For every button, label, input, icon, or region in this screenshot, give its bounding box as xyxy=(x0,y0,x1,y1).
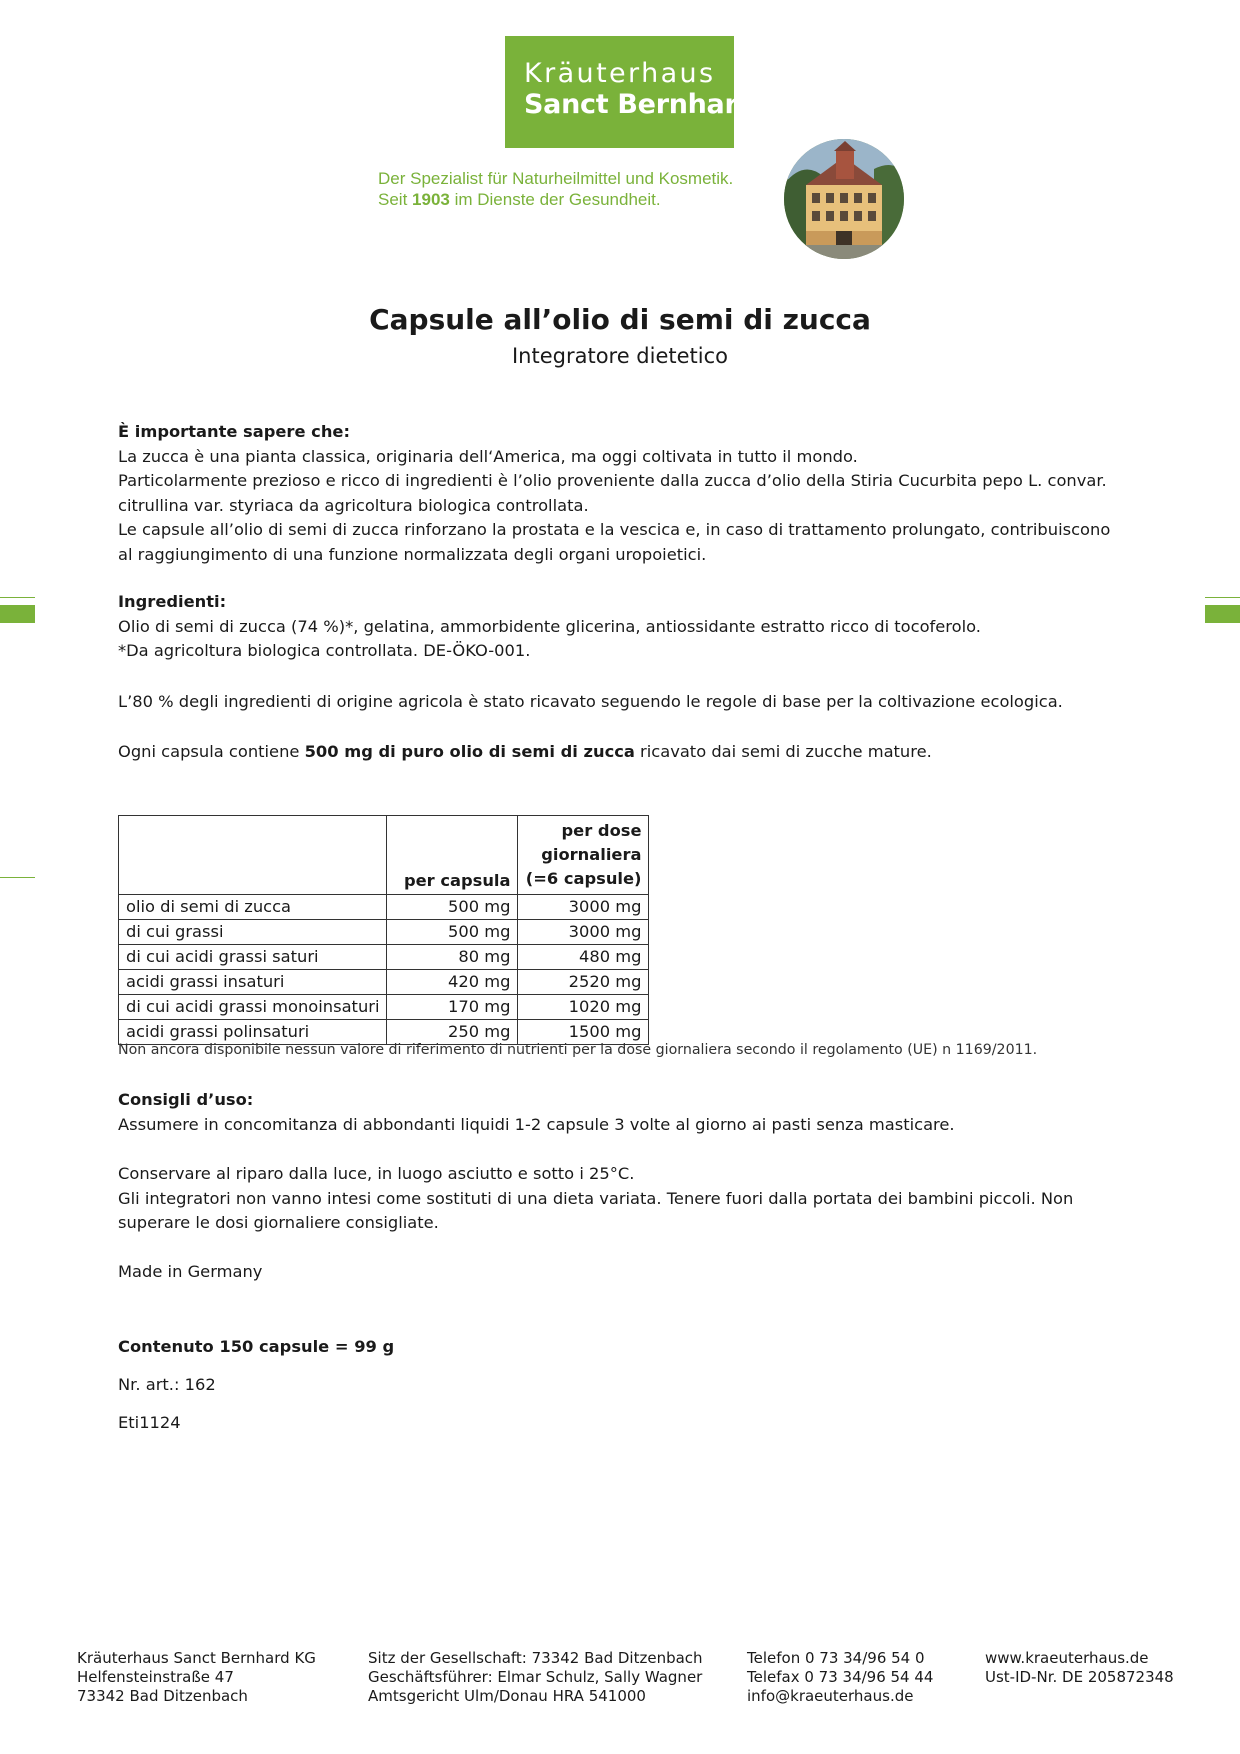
usage-heading: Consigli d’uso: xyxy=(118,1090,254,1109)
table-row xyxy=(119,1020,649,1045)
package-contents: Contenuto 150 capsule = 99 g xyxy=(118,1337,395,1356)
footer-website-link[interactable]: www.kraeuterhaus.de xyxy=(985,1649,1149,1667)
intro-line: al raggiungimento di una funzione normalizzata degli organi uropoietici. xyxy=(118,544,707,564)
intro-heading: È importante sapere che: xyxy=(118,422,350,441)
made-in: Made in Germany xyxy=(118,1262,263,1281)
capsule-content-post: ricavato dai semi di zucche mature. xyxy=(634,742,932,761)
per-day-value: 1500 mg xyxy=(518,1020,649,1045)
footer-contact xyxy=(747,1649,933,1706)
footer-web xyxy=(985,1649,1174,1687)
nutrient-name: acidi grassi polinsaturi xyxy=(119,1020,387,1045)
nutrient-name: acidi grassi insaturi xyxy=(119,970,387,995)
company-building-photo xyxy=(784,139,904,259)
table-header-per-day xyxy=(518,816,649,895)
per-day-line-3: (=6 capsule) xyxy=(525,869,642,888)
footer-fax: Telefax 0 73 34/96 54 44 xyxy=(747,1668,934,1686)
footer-line: 73342 Bad Ditzenbach xyxy=(77,1687,248,1705)
warning-line: superare le dosi giornaliere consigliate. xyxy=(118,1213,439,1232)
capsule-content-pre: Ogni capsula contiene xyxy=(118,742,305,761)
footer-line: Kräuterhaus Sanct Bernhard KG xyxy=(77,1649,316,1667)
intro-line: Le capsule all’olio di semi di zucca rinforzano la prostata e la vescica e, in caso di trattamento prolungato, contribuiscono xyxy=(118,520,1111,539)
logo-line-2: Sanct Bernhard xyxy=(524,89,757,120)
table-header-empty xyxy=(119,816,387,895)
left-fold-line-top xyxy=(0,597,35,598)
footer-company xyxy=(77,1649,316,1706)
capsule-content-bold: 500 mg di puro olio di semi di zucca xyxy=(304,742,635,761)
table-row xyxy=(119,945,649,970)
per-capsule-value: 500 mg xyxy=(387,920,518,945)
nutrient-name: di cui acidi grassi saturi xyxy=(119,945,387,970)
nutrient-name: di cui acidi grassi monoinsaturi xyxy=(119,995,387,1020)
table-row xyxy=(119,970,649,995)
left-fold-mark xyxy=(0,605,35,623)
per-day-value: 1020 mg xyxy=(518,995,649,1020)
nutrient-name: di cui grassi xyxy=(119,920,387,945)
usage-line: Assumere in concomitanza di abbondanti liquidi 1-2 capsule 3 volte al giorno ai pasti senza masticare. xyxy=(118,1114,955,1134)
table-row xyxy=(119,920,649,945)
table-footnote: Non ancora disponibile nessun valore di riferimento di nutrienti per la dose giornaliera secondo il regolamento (UE) n 1169/2011. xyxy=(118,1042,1038,1058)
table-header-row xyxy=(119,816,649,895)
nutrition-table xyxy=(118,815,649,1045)
storage-line: Conservare al riparo dalla luce, in luogo asciutto e sotto i 25°C. xyxy=(118,1164,635,1183)
label-code: Eti1124 xyxy=(118,1413,181,1432)
tagline-line-2 xyxy=(378,189,733,210)
intro-line: citrullina var. styriaca da agricoltura biologica controllata. xyxy=(118,495,589,515)
footer-phone: Telefon 0 73 34/96 54 0 xyxy=(747,1649,925,1667)
ingredients-heading: Ingredienti: xyxy=(118,592,227,611)
brand-logo xyxy=(505,36,757,148)
right-fold-mark xyxy=(1205,605,1240,623)
footer-line: Sitz der Gesellschaft: 73342 Bad Ditzenbach xyxy=(368,1649,703,1667)
tagline-pre: Seit xyxy=(378,190,413,209)
per-day-line-2: giornaliera xyxy=(541,845,642,864)
per-day-line-1: per dose xyxy=(561,821,642,840)
table-header-per-capsule: per capsula xyxy=(387,816,518,895)
tagline-post: im Dienste der Gesundheit. xyxy=(449,190,661,209)
per-capsule-value: 250 mg xyxy=(387,1020,518,1045)
warning-line: Gli integratori non vanno intesi come sostituti di una dieta variata. Tenere fuori dalla portata dei bambini piccoli. Non xyxy=(118,1188,1074,1208)
per-capsule-value: 80 mg xyxy=(387,945,518,970)
per-capsule-value: 420 mg xyxy=(387,970,518,995)
per-capsule-value: 170 mg xyxy=(387,995,518,1020)
ingredients-line: *Da agricoltura biologica controllata. DE-ÖKO-001. xyxy=(118,641,531,660)
organic-note: L’80 % degli ingredienti di origine agricola è stato ricavato seguendo le regole di base per la coltivazione ecologica. xyxy=(118,692,1063,711)
per-day-value: 2520 mg xyxy=(518,970,649,995)
tagline-year: 1903 xyxy=(412,190,450,209)
footer-line: Helfensteinstraße 47 xyxy=(77,1668,234,1686)
brand-tagline xyxy=(378,168,733,210)
footer-line: Amtsgericht Ulm/Donau HRA 541000 xyxy=(368,1687,646,1705)
logo-line-1: Kräuterhaus xyxy=(524,58,716,89)
table-row xyxy=(119,995,649,1020)
nutrient-name: olio di semi di zucca xyxy=(119,895,387,920)
intro-line: Particolarmente prezioso e ricco di ingredienti è l’olio proveniente dalla zucca d’olio della Stiria Cucurbita pepo L. convar. xyxy=(118,471,1107,490)
ingredients-line: Olio di semi di zucca (74 %)*, gelatina, ammorbidente glicerina, antiossidante estratto ricco di tocoferolo. xyxy=(118,616,981,636)
per-capsule-value: 500 mg xyxy=(387,895,518,920)
per-day-value: 480 mg xyxy=(518,945,649,970)
storage-section xyxy=(118,1162,1073,1236)
ingredients-section xyxy=(118,590,981,664)
footer-vat: Ust-ID-Nr. DE 205872348 xyxy=(985,1668,1174,1686)
footer-email-link[interactable]: info@kraeuterhaus.de xyxy=(747,1687,914,1705)
product-title: Capsule all’olio di semi di zucca xyxy=(369,303,871,336)
footer-legal xyxy=(368,1649,703,1706)
capsule-content xyxy=(118,740,932,765)
tagline-line-1: Der Spezialist für Naturheilmittel und Kosmetik. xyxy=(378,169,734,188)
intro-line: La zucca è una pianta classica, originaria dell‘America, ma oggi coltivata in tutto il mondo. xyxy=(118,446,858,466)
usage-section xyxy=(118,1088,955,1137)
right-fold-line-top xyxy=(1205,597,1240,598)
intro-section xyxy=(118,420,1110,567)
per-day-value: 3000 mg xyxy=(518,895,649,920)
table-row xyxy=(119,895,649,920)
footer-line: Geschäftsführer: Elmar Schulz, Sally Wagner xyxy=(368,1668,703,1686)
product-subtitle: Integratore dietetico xyxy=(511,344,729,368)
per-day-value: 3000 mg xyxy=(518,920,649,945)
article-number: Nr. art.: 162 xyxy=(118,1375,216,1394)
left-fold-line-bottom xyxy=(0,877,35,878)
